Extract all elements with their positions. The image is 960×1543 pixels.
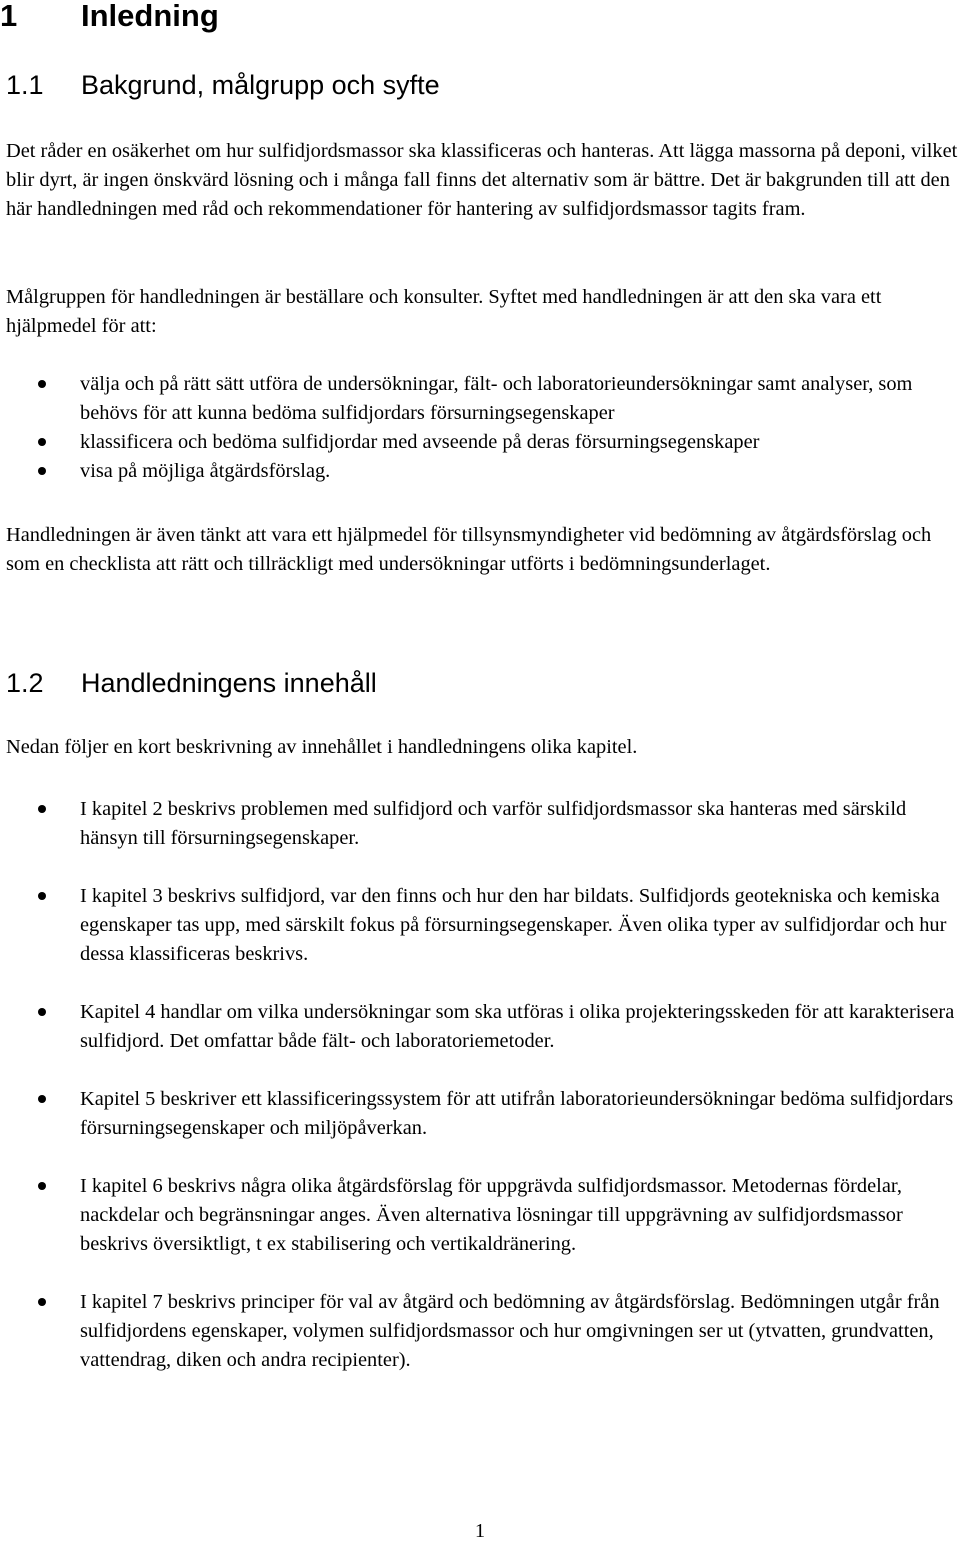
list-item: I kapitel 2 beskrivs problemen med sulfidjord och varför sulfidjordsmassor ska hanteras med särskild hänsyn till försurningsegenskaper.: [0, 795, 960, 853]
list-item: visa på möjliga åtgärdsförslag.: [0, 457, 960, 486]
list-item: I kapitel 7 beskrivs principer för val av åtgärd och bedömning av åtgärdsförslag. Bedömningen utgår från sulfidjordens egenskaper, volymen sulfidjordsmassor och hur omgivningen ser ut (ytvatten, grundvatten, vattendrag, diken och andra recipienter).: [0, 1288, 960, 1375]
paragraph-target-group: Målgruppen för handledningen är beställare och konsulter. Syftet med handledningen är att den ska vara ett hjälpmedel för att:: [6, 286, 882, 337]
list-item: klassificera och bedöma sulfidjordar med avseende på deras försurningsegenskaper: [0, 428, 960, 457]
section-title: Handledningens innehåll: [81, 668, 377, 698]
section-title: Bakgrund, målgrupp och syfte: [81, 70, 440, 100]
bullet-icon: [38, 467, 46, 475]
list-item: I kapitel 6 beskrivs några olika åtgärdsförslag för uppgrävda sulfidjordsmassor. Metodernas fördelar, nackdelar och begränsningar anges. Även alternativa lösningar till uppgrävning av sulfidjordsmassor beskrivs översiktligt, t ex stabilisering och vertikaldränering.: [0, 1172, 960, 1259]
section-number: 1.2: [6, 668, 44, 698]
list-item: Kapitel 4 handlar om vilka undersökningar som ska utföras i olika projekteringsskeden för att karakterisera sulfidjord. Det omfattar både fält- och laboratoriemetoder.: [0, 998, 960, 1056]
bullet-icon: [38, 380, 46, 388]
purpose-list: [0, 370, 960, 486]
paragraph-background: Det råder en osäkerhet om hur sulfidjordsmassor ska klassificeras och hanteras. Att lägga massorna på deponi, vilket blir dyrt, är ingen önskvärd lösning och i många fall finns det alternativ som är bättre. Det är bakgrunden till att den här handledningen med råd och rekommendationer för hantering av sulfidjordsmassor tagits fram.: [6, 140, 958, 220]
section-number: 1.1: [6, 70, 44, 100]
bullet-icon: [38, 1182, 46, 1190]
chapter-list: [0, 795, 960, 1375]
bullet-icon: [38, 1008, 46, 1016]
list-item: välja och på rätt sätt utföra de undersökningar, fält- och laboratorieundersökningar samt analyser, som behövs för att kunna bedöma sulfidjordars försurningsegenskaper: [0, 370, 960, 428]
list-item: I kapitel 3 beskrivs sulfidjord, var den finns och hur den har bildats. Sulfidjords geotekniska och kemiska egenskaper tas upp, med särskilt fokus på försurningsegenskaper. Även olika typer av sulfidjordar och hur dessa klassificeras beskrivs.: [0, 882, 960, 969]
chapter-number: 1: [0, 0, 18, 33]
chapter-heading: [0, 0, 219, 36]
paragraph-supervision: Handledningen är även tänkt att vara ett hjälpmedel för tillsynsmyndigheter vid bedömning av åtgärdsförslag och som en checklista att rätt och tillräckligt med undersökningar utförts i bedömningsunderlaget.: [6, 524, 932, 575]
chapter-title: Inledning: [81, 0, 219, 33]
section-heading-1-1: [6, 67, 440, 103]
section-heading-1-2: [6, 665, 377, 701]
bullet-icon: [38, 892, 46, 900]
bullet-icon: [38, 1095, 46, 1103]
page-number: 1: [474, 1520, 486, 1542]
bullet-icon: [38, 805, 46, 813]
paragraph-contents-intro: Nedan följer en kort beskrivning av innehållet i handledningens olika kapitel.: [6, 736, 638, 758]
bullet-icon: [38, 438, 46, 446]
bullet-icon: [38, 1298, 46, 1306]
list-item: Kapitel 5 beskriver ett klassificeringssystem för att utifrån laboratorieundersökningar bedöma sulfidjordars försurningsegenskaper och miljöpåverkan.: [0, 1085, 960, 1143]
